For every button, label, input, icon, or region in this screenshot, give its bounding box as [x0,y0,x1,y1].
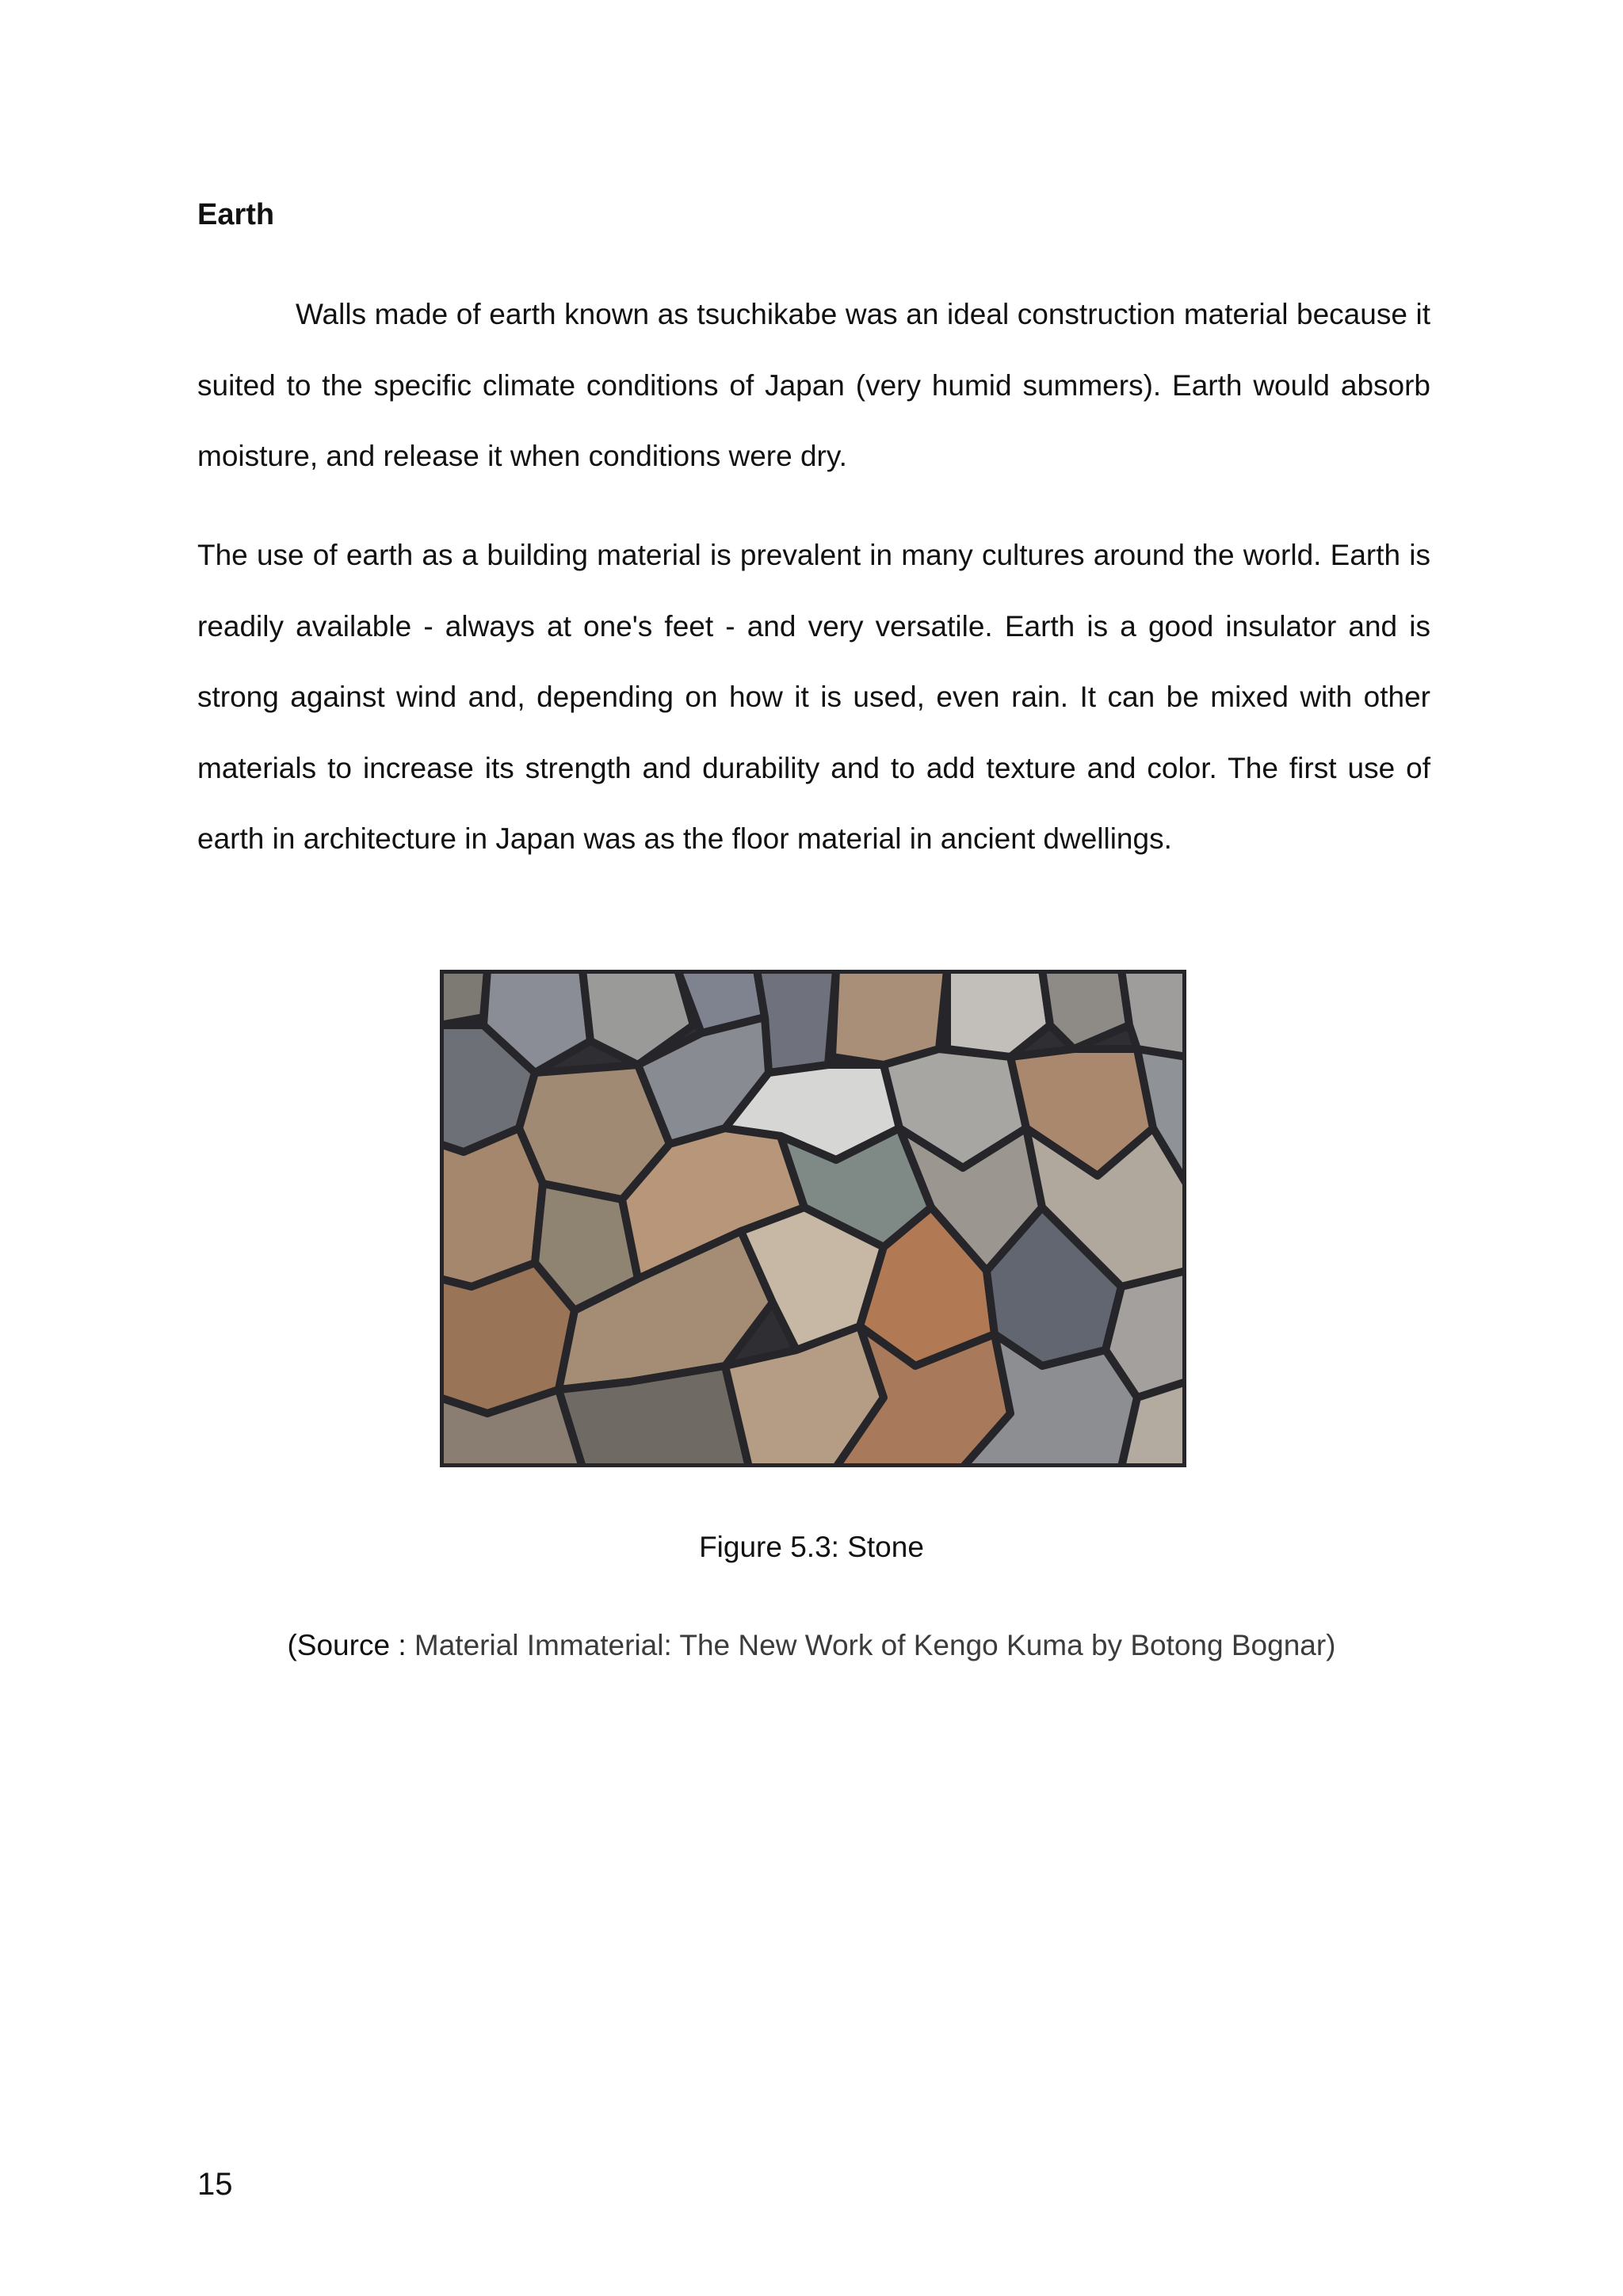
stone-wall-illustration [440,970,1186,1467]
figure-source [0,1626,1623,1665]
paragraph-earth-material: The use of earth as a building material is prevalent in many cultures around the world. Earth is readily available - always at one's feet - and very versatile. Earth is a good insulator and is strong against wind and, depending on how it is used, even rain. It can be mixed with other materials to increase its strength and durability and to add texture and color. The first use of earth in architecture in Japan was as the floor material in ancient dwellings. [197,539,1430,855]
source-prefix: (Source : [287,1629,414,1661]
section-heading: Earth [197,198,275,231]
paragraph-tsuchikabe: Walls made of earth known as tsuchikabe was an ideal construction material because it suited to the specific climate conditions of Japan (very humid summers). Earth would absorb moisture, and release it when conditions were dry. [197,298,1430,472]
figure-caption: Figure 5.3: Stone [699,1531,924,1563]
stone-wall-photo [440,970,1186,1467]
source-title: Material Immaterial: The New Work of Kengo Kuma by Botong Bognar) [414,1629,1336,1661]
page-number: 15 [197,2167,233,2202]
